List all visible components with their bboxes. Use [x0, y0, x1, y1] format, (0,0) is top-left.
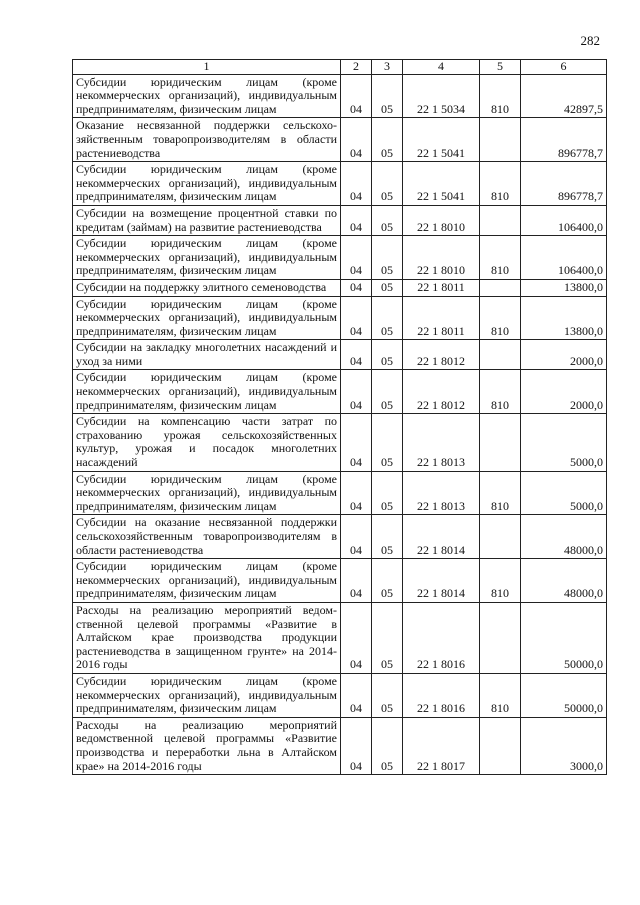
row-section-code: 04: [341, 236, 372, 280]
row-expense-type: 810: [480, 673, 521, 717]
row-expense-type: 810: [480, 370, 521, 414]
table-row: [73, 515, 607, 559]
row-section-code: 04: [341, 673, 372, 717]
row-expense-type: 810: [480, 559, 521, 603]
row-expense-type: [480, 414, 521, 471]
row-amount: 5000,0: [521, 471, 607, 515]
row-subsection-code: 05: [372, 559, 403, 603]
row-description: Субсидии на оказание несвязанной поддержки сельскохозяйственным товаропроизводителям в области растениеводства: [73, 515, 341, 559]
row-target-article: 22 1 8010: [403, 236, 480, 280]
column-header-4: 4: [403, 60, 480, 75]
row-target-article: 22 1 5041: [403, 162, 480, 206]
column-header-1: 1: [73, 60, 341, 75]
row-description: Субсидии на возмещение процентной ставки по кредитам (займам) на развитие растениеводства: [73, 205, 341, 235]
table-row: [73, 74, 607, 118]
row-amount: 2000,0: [521, 340, 607, 370]
row-section-code: 04: [341, 279, 372, 296]
row-subsection-code: 05: [372, 279, 403, 296]
row-section-code: 04: [341, 296, 372, 340]
row-expense-type: 810: [480, 296, 521, 340]
row-target-article: 22 1 8011: [403, 296, 480, 340]
row-target-article: 22 1 8011: [403, 279, 480, 296]
row-amount: 3000,0: [521, 717, 607, 774]
row-subsection-code: 05: [372, 162, 403, 206]
row-subsection-code: 05: [372, 370, 403, 414]
page-number: 282: [580, 33, 600, 48]
row-subsection-code: 05: [372, 673, 403, 717]
row-description: Субсидии юридическим лицам (кроме некоммерческих организаций), индивидуальным предпринимателям, физическим лицам: [73, 296, 341, 340]
row-amount: 106400,0: [521, 205, 607, 235]
row-description: Оказание несвязанной поддержки сельскохозяйственным товаропроизводителям в области растениеводства: [73, 118, 341, 162]
row-target-article: 22 1 8013: [403, 414, 480, 471]
table-row: [73, 340, 607, 370]
column-header-6: 6: [521, 60, 607, 75]
row-expense-type: [480, 205, 521, 235]
row-target-article: 22 1 5041: [403, 118, 480, 162]
table-row: [73, 162, 607, 206]
row-section-code: 04: [341, 118, 372, 162]
table-row: [73, 118, 607, 162]
row-description: Субсидии на закладку многолетних насаждений и уход за ними: [73, 340, 341, 370]
row-expense-type: [480, 279, 521, 296]
row-expense-type: 810: [480, 162, 521, 206]
row-subsection-code: 05: [372, 515, 403, 559]
row-description: Субсидии юридическим лицам (кроме некоммерческих организаций), индивидуальным предпринимателям, физическим лицам: [73, 370, 341, 414]
row-section-code: 04: [341, 162, 372, 206]
row-subsection-code: 05: [372, 717, 403, 774]
column-header-5: 5: [480, 60, 521, 75]
table-header-row: [73, 60, 607, 75]
table-row: [73, 296, 607, 340]
row-description: Субсидии юридическим лицам (кроме некоммерческих организаций), индивидуальным предпринимателям, физическим лицам: [73, 236, 341, 280]
column-header-3: 3: [372, 60, 403, 75]
row-expense-type: 810: [480, 236, 521, 280]
row-description: Субсидии юридическим лицам (кроме некоммерческих организаций), индивидуальным предпринимателям, физическим лицам: [73, 559, 341, 603]
row-subsection-code: 05: [372, 414, 403, 471]
row-description: Субсидии на компенсацию части затрат по страхованию урожая сельскохозяйственных культур, урожая и посадок многолетних насаждений: [73, 414, 341, 471]
row-section-code: 04: [341, 414, 372, 471]
row-description: Субсидии юридическим лицам (кроме некоммерческих организаций), индивидуальным предпринимателям, физическим лицам: [73, 471, 341, 515]
row-section-code: 04: [341, 471, 372, 515]
row-amount: 2000,0: [521, 370, 607, 414]
column-header-2: 2: [341, 60, 372, 75]
row-expense-type: 810: [480, 74, 521, 118]
table-row: [73, 559, 607, 603]
row-target-article: 22 1 8010: [403, 205, 480, 235]
row-section-code: 04: [341, 74, 372, 118]
row-amount: 13800,0: [521, 296, 607, 340]
row-amount: 48000,0: [521, 559, 607, 603]
row-section-code: 04: [341, 602, 372, 673]
table-row: [73, 279, 607, 296]
row-expense-type: [480, 340, 521, 370]
row-subsection-code: 05: [372, 74, 403, 118]
row-subsection-code: 05: [372, 236, 403, 280]
row-expense-type: [480, 602, 521, 673]
row-amount: 896778,7: [521, 118, 607, 162]
row-description: Расходы на реализацию мероприятий ведомственной целевой программы «Развитие в Алтайском крае производства продукции растениеводства в защищенном грунте» на 2014-2016 годы: [73, 602, 341, 673]
table-row: [73, 673, 607, 717]
row-section-code: 04: [341, 205, 372, 235]
table-row: [73, 370, 607, 414]
row-section-code: 04: [341, 559, 372, 603]
row-subsection-code: 05: [372, 205, 403, 235]
row-target-article: 22 1 8012: [403, 340, 480, 370]
row-amount: 50000,0: [521, 602, 607, 673]
row-expense-type: [480, 118, 521, 162]
row-description: Субсидии юридическим лицам (кроме некоммерческих организаций), индивидуальным предпринимателям, физическим лицам: [73, 74, 341, 118]
table-row: [73, 205, 607, 235]
row-amount: 13800,0: [521, 279, 607, 296]
row-section-code: 04: [341, 717, 372, 774]
row-target-article: 22 1 8016: [403, 602, 480, 673]
table-row: [73, 414, 607, 471]
row-subsection-code: 05: [372, 118, 403, 162]
row-target-article: 22 1 8017: [403, 717, 480, 774]
row-amount: 42897,5: [521, 74, 607, 118]
row-section-code: 04: [341, 340, 372, 370]
row-expense-type: 810: [480, 471, 521, 515]
row-target-article: 22 1 8012: [403, 370, 480, 414]
row-expense-type: [480, 717, 521, 774]
row-amount: 106400,0: [521, 236, 607, 280]
table-row: [73, 717, 607, 774]
budget-table: [72, 59, 607, 775]
row-amount: 48000,0: [521, 515, 607, 559]
row-amount: 896778,7: [521, 162, 607, 206]
row-subsection-code: 05: [372, 340, 403, 370]
row-amount: 5000,0: [521, 414, 607, 471]
table-row: [73, 602, 607, 673]
row-target-article: 22 1 8014: [403, 559, 480, 603]
table-row: [73, 471, 607, 515]
row-target-article: 22 1 8013: [403, 471, 480, 515]
row-description: Субсидии юридическим лицам (кроме некоммерческих организаций), индивидуальным предпринимателям, физическим лицам: [73, 673, 341, 717]
row-target-article: 22 1 8016: [403, 673, 480, 717]
row-description: Субсидии юридическим лицам (кроме некоммерческих организаций), индивидуальным предпринимателям, физическим лицам: [73, 162, 341, 206]
row-section-code: 04: [341, 515, 372, 559]
row-subsection-code: 05: [372, 602, 403, 673]
row-amount: 50000,0: [521, 673, 607, 717]
row-target-article: 22 1 5034: [403, 74, 480, 118]
row-description: Субсидии на поддержку элитного семеноводства: [73, 279, 341, 296]
row-subsection-code: 05: [372, 296, 403, 340]
row-expense-type: [480, 515, 521, 559]
row-section-code: 04: [341, 370, 372, 414]
row-description: Расходы на реализацию мероприятий ведомственной целевой программы «Развитие производства и переработки льна в Алтайском крае» на 2014-2016 годы: [73, 717, 341, 774]
row-target-article: 22 1 8014: [403, 515, 480, 559]
row-subsection-code: 05: [372, 471, 403, 515]
table-row: [73, 236, 607, 280]
